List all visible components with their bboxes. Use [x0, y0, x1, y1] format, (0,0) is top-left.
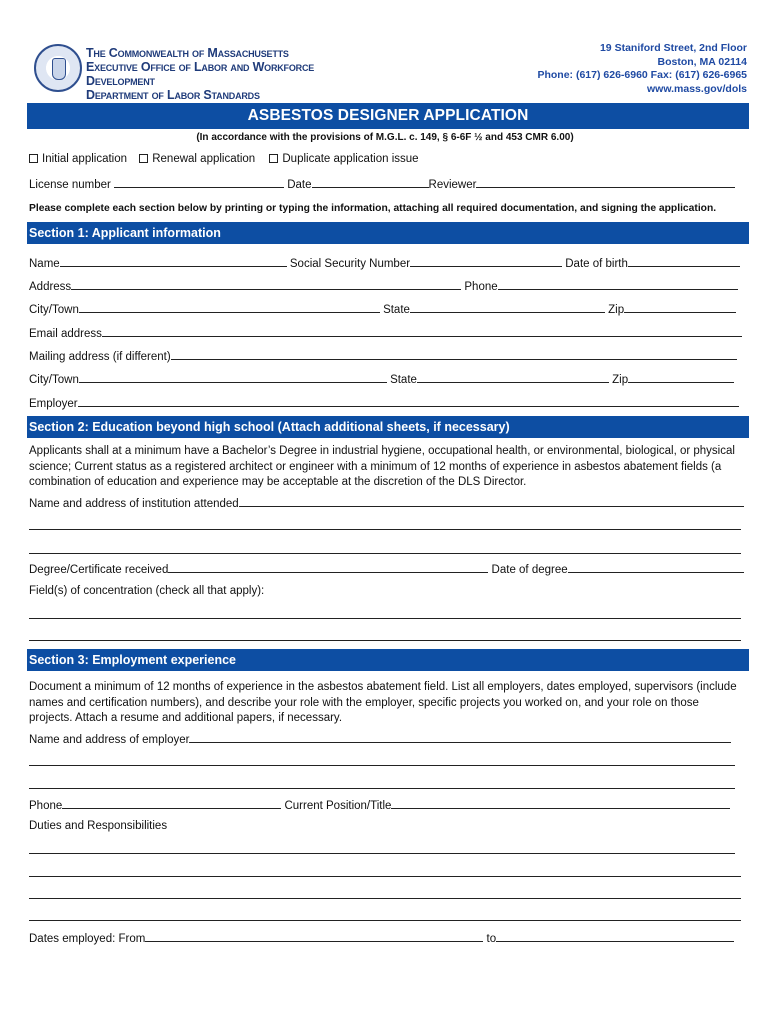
name-label: Name	[29, 258, 60, 270]
email-row	[29, 326, 742, 340]
dates-to-field[interactable]	[496, 931, 734, 942]
state-label: State	[383, 304, 410, 316]
employer-field[interactable]	[78, 396, 739, 407]
employer-phone-row	[29, 798, 730, 812]
date-field[interactable]	[312, 177, 429, 188]
agency-line-1: The Commonwealth of Massachusetts	[86, 46, 289, 60]
zip-label: Zip	[608, 304, 625, 316]
agency-address	[537, 42, 747, 96]
initial-application-label: Initial application	[42, 153, 128, 165]
city-2-row	[29, 372, 734, 386]
agency-line-3: Department of Labor Standards	[86, 88, 260, 102]
zip-field[interactable]	[624, 302, 736, 313]
duties-line-3[interactable]	[29, 898, 741, 899]
section-2-requirements: Applicants shall at a minimum have a Bachelor’s Degree in industrial hygiene, occupational health, or environmental, biological, or physical science; Current status as a registered architect or engineer with a minimum of 12 months of experience in asbestos abatement fields (a combination of education and experience may be acceptable at the discretion of the DLS Director.	[29, 445, 735, 488]
address-field[interactable]	[71, 279, 461, 290]
name-field[interactable]	[60, 256, 287, 267]
dates-to-label: to	[486, 933, 497, 945]
city-2-label: City/Town	[29, 374, 79, 386]
fields-line-1[interactable]	[29, 618, 741, 619]
renewal-application-checkbox[interactable]	[139, 154, 148, 163]
license-number-field[interactable]	[114, 177, 284, 188]
initial-application-checkbox[interactable]	[29, 154, 38, 163]
section-2-heading: Section 2: Education beyond high school (Attach additional sheets, if necessary)	[27, 416, 749, 438]
employer-name-row	[29, 732, 731, 746]
state-2-label: State	[390, 374, 417, 386]
address-line-2: Boston, MA 02114	[657, 55, 747, 68]
state-field[interactable]	[410, 302, 605, 313]
duties-line-4[interactable]	[29, 920, 741, 921]
license-number-label: License number	[29, 179, 111, 191]
employer-phone-label: Phone	[29, 800, 63, 812]
institution-field[interactable]	[239, 496, 744, 507]
institution-line-2[interactable]	[29, 529, 741, 530]
page-title: ASBESTOS DESIGNER APPLICATION	[27, 103, 749, 129]
mailing-row	[29, 349, 737, 363]
duties-line-2[interactable]	[29, 876, 741, 877]
application-type-row	[29, 153, 419, 165]
date-of-degree-label: Date of degree	[491, 564, 568, 576]
duplicate-application-checkbox[interactable]	[269, 154, 278, 163]
address-row	[29, 279, 738, 293]
degree-row	[29, 562, 744, 576]
position-label: Current Position/Title	[284, 800, 392, 812]
mailing-label: Mailing address (if different)	[29, 351, 171, 363]
address-label: Address	[29, 281, 72, 293]
city-2-field[interactable]	[79, 372, 387, 383]
dob-field[interactable]	[628, 256, 740, 267]
state-2-field[interactable]	[417, 372, 609, 383]
email-field[interactable]	[102, 326, 742, 337]
duties-line-1[interactable]	[29, 853, 735, 854]
office-use-row	[29, 177, 735, 191]
phone-field[interactable]	[498, 279, 738, 290]
section-1-heading: Section 1: Applicant information	[27, 222, 749, 244]
employer-name-label: Name and address of employer	[29, 734, 190, 746]
page-subtitle: (In accordance with the provisions of M.G.L. c. 149, § 6-6F ½ and 453 CMR 6.00)	[196, 132, 574, 143]
fields-label: Field(s) of concentration (check all that apply):	[29, 585, 265, 597]
dob-label: Date of birth	[565, 258, 628, 270]
renewal-application-label: Renewal application	[152, 153, 256, 165]
zip-2-field[interactable]	[628, 372, 734, 383]
fields-line-2[interactable]	[29, 640, 741, 641]
address-line-1: 19 Staniford Street, 2nd Floor	[599, 42, 747, 54]
employer-phone-field[interactable]	[62, 798, 281, 809]
institution-row	[29, 496, 744, 510]
dates-employed-row	[29, 931, 734, 945]
website-link[interactable]: www.mass.gov/dols	[647, 82, 747, 95]
section-3-heading: Section 3: Employment experience	[27, 649, 749, 671]
degree-label: Degree/Certificate received	[29, 564, 169, 576]
employer-line-3[interactable]	[29, 788, 735, 789]
employer-name-field[interactable]	[189, 732, 731, 743]
employer-row	[29, 396, 739, 410]
ssn-label: Social Security Number	[289, 258, 411, 270]
degree-field[interactable]	[168, 562, 488, 573]
date-label: Date	[287, 179, 312, 191]
mailing-field[interactable]	[171, 349, 737, 360]
dates-from-field[interactable]	[145, 931, 483, 942]
zip-2-label: Zip	[612, 374, 629, 386]
massachusetts-seal-icon	[34, 44, 82, 92]
address-line-3: Phone: (617) 626-6960 Fax: (617) 626-6965	[537, 69, 747, 81]
employer-line-2[interactable]	[29, 765, 735, 766]
employer-label: Employer	[29, 398, 78, 410]
email-label: Email address	[29, 328, 102, 340]
position-field[interactable]	[391, 798, 730, 809]
reviewer-field[interactable]	[476, 177, 735, 188]
institution-line-3[interactable]	[29, 553, 741, 554]
city-label: City/Town	[29, 304, 79, 316]
instructions: Please complete each section below by printing or typing the information, attaching all required documentation, and signing the application.	[29, 203, 717, 214]
duplicate-application-label: Duplicate application issue	[282, 153, 419, 165]
name-row	[29, 256, 740, 270]
phone-label: Phone	[464, 281, 498, 293]
institution-label: Name and address of institution attended	[29, 498, 239, 510]
ssn-field[interactable]	[410, 256, 562, 267]
city-row	[29, 302, 736, 316]
section-3-requirements: Document a minimum of 12 months of experience in the asbestos abatement field. List all employers, dates employed, supervisors (include names and certification numbers), and describe your role with the employer, specific projects you worked on, and your role on those projects. Attach a resume and additional papers, if necessary.	[29, 681, 737, 724]
duties-label: Duties and Responsibilities	[29, 820, 168, 832]
date-of-degree-field[interactable]	[568, 562, 744, 573]
reviewer-label: Reviewer	[428, 179, 477, 191]
agency-line-2: Executive Office of Labor and Workforce Development	[86, 60, 315, 88]
city-field[interactable]	[79, 302, 380, 313]
agency-name	[86, 46, 386, 102]
dates-from-label: Dates employed: From	[29, 933, 146, 945]
